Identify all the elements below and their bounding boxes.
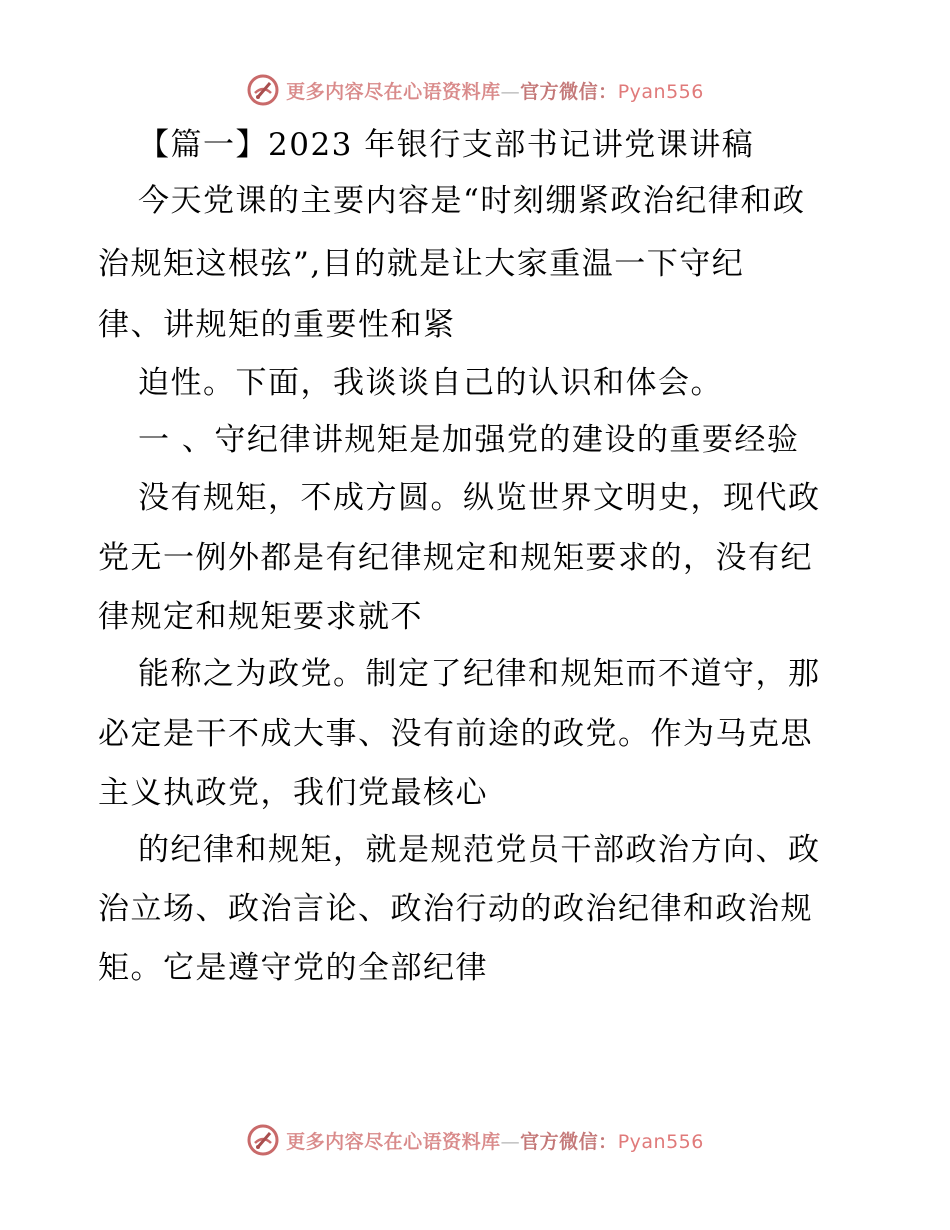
- paragraph-line: 治规矩这根弦”,目的就是让大家重温一下守纪: [98, 246, 745, 282]
- paragraph-line: 律、讲规矩的重要性和紧: [98, 307, 456, 343]
- paragraph-line: 律规定和规矩要求就不: [98, 599, 423, 635]
- watermark-text: [286, 1127, 704, 1154]
- watermark-separator: —: [500, 1130, 521, 1153]
- paragraph-line: 的纪律和规矩，就是规范党员干部政治方向、政: [138, 832, 821, 868]
- paragraph-line: 治立场、政治言论、政治行动的政治纪律和政治规: [98, 891, 813, 927]
- paragraph-line: 必定是干不成大事、没有前途的政党。作为马克思: [98, 716, 813, 752]
- section-heading: 一 、守纪律讲规矩是加强党的建设的重要经验: [138, 422, 800, 458]
- paragraph-line: 党无一例外都是有纪律规定和规矩要求的，没有纪: [98, 540, 813, 576]
- paragraph-line: 没有规矩，不成方圆。纵览世界文明史，现代政: [138, 480, 821, 516]
- paragraph-line: 迫性。下面，我谈谈自己的认识和体会。: [138, 365, 723, 401]
- watermark-handle: Pyan556: [617, 1130, 704, 1153]
- watermark-label: 官方微信：: [520, 1130, 618, 1153]
- watermark-site: 更多内容尽在心语资料库: [286, 80, 501, 103]
- watermark-handle: Pyan556: [617, 80, 704, 103]
- book-pen-logo-icon: [246, 1123, 280, 1157]
- watermark-site: 更多内容尽在心语资料库: [286, 1130, 501, 1153]
- paragraph-line: 矩。它是遵守党的全部纪律: [98, 950, 488, 986]
- document-title: 【篇一】2023 年银行支部书记讲党课讲稿: [138, 127, 755, 163]
- book-pen-logo-icon: [246, 73, 280, 107]
- watermark-label: 官方微信：: [520, 80, 618, 103]
- header-watermark: [0, 70, 950, 110]
- paragraph-line: 今天党课的主要内容是“时刻绷紧政治纪律和政: [138, 183, 806, 219]
- footer-watermark: [0, 1120, 950, 1160]
- paragraph-line: 主义执政党，我们党最核心: [98, 775, 488, 811]
- watermark-text: [286, 77, 704, 104]
- paragraph-line: 能称之为政党。制定了纪律和规矩而不道守，那: [138, 656, 821, 692]
- watermark-separator: —: [500, 80, 521, 103]
